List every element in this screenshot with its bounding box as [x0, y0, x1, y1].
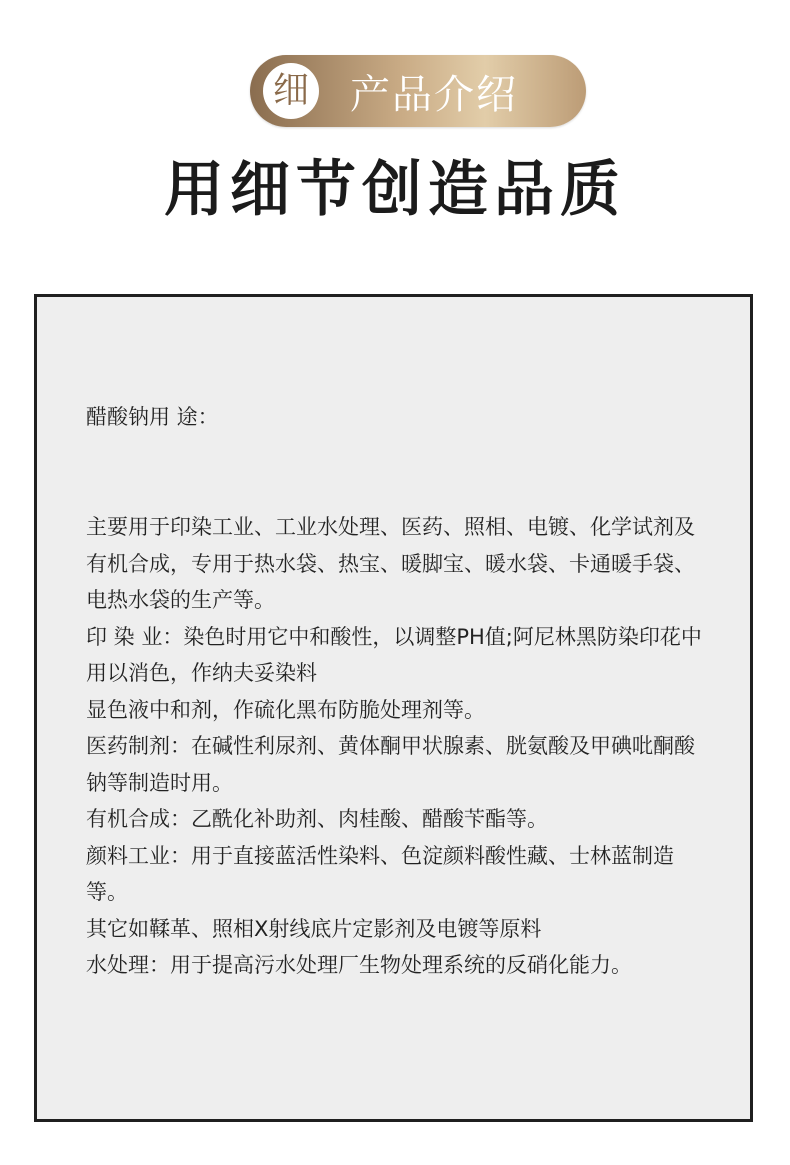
usage-paragraph: 主要用于印染工业、工业水处理、医药、照相、电镀、化学试剂及有机合成，专用于热水袋、热宝、暖脚宝、暖水袋、卡通暖手袋、电热水袋的生产等。 [86, 515, 695, 612]
section-header-badge [250, 55, 586, 127]
description-box [34, 294, 753, 1122]
usage-heading: 醋酸钠用 途： [86, 405, 219, 429]
badge-circle: 细 [263, 63, 319, 119]
usage-paragraph: 显色液中和剂，作硫化黑布防脆处理剂等。 [86, 697, 485, 722]
usage-paragraph: 水处理：用于提高污水处理厂生物处理系统的反硝化能力。 [86, 953, 632, 977]
usage-paragraph: 其它如鞣革、照相X射线底片定影剂及电镀等原料 [86, 916, 542, 941]
usage-paragraph: 有机合成：乙酰化补助剂、肉桂酸、醋酸苄酯等。 [86, 807, 548, 831]
usage-paragraph: 印 染 业：染色时用它中和酸性，以调整PH值;阿尼林黑防染印花中用以消色，作纳夫妥染料 [86, 624, 702, 685]
page-title: 用细节创造品质 [164, 155, 626, 225]
usage-paragraph: 医药制剂：在碱性利尿剂、黄体酮甲状腺素、胱氨酸及甲碘吡酮酸钠等制造时用。 [86, 734, 695, 795]
usage-paragraph: 颜料工业：用于直接蓝活性染料、色淀颜料酸性藏、士林蓝制造等。 [86, 843, 674, 904]
section-header-label: 产品介绍 [350, 71, 518, 118]
usage-body [86, 509, 706, 984]
